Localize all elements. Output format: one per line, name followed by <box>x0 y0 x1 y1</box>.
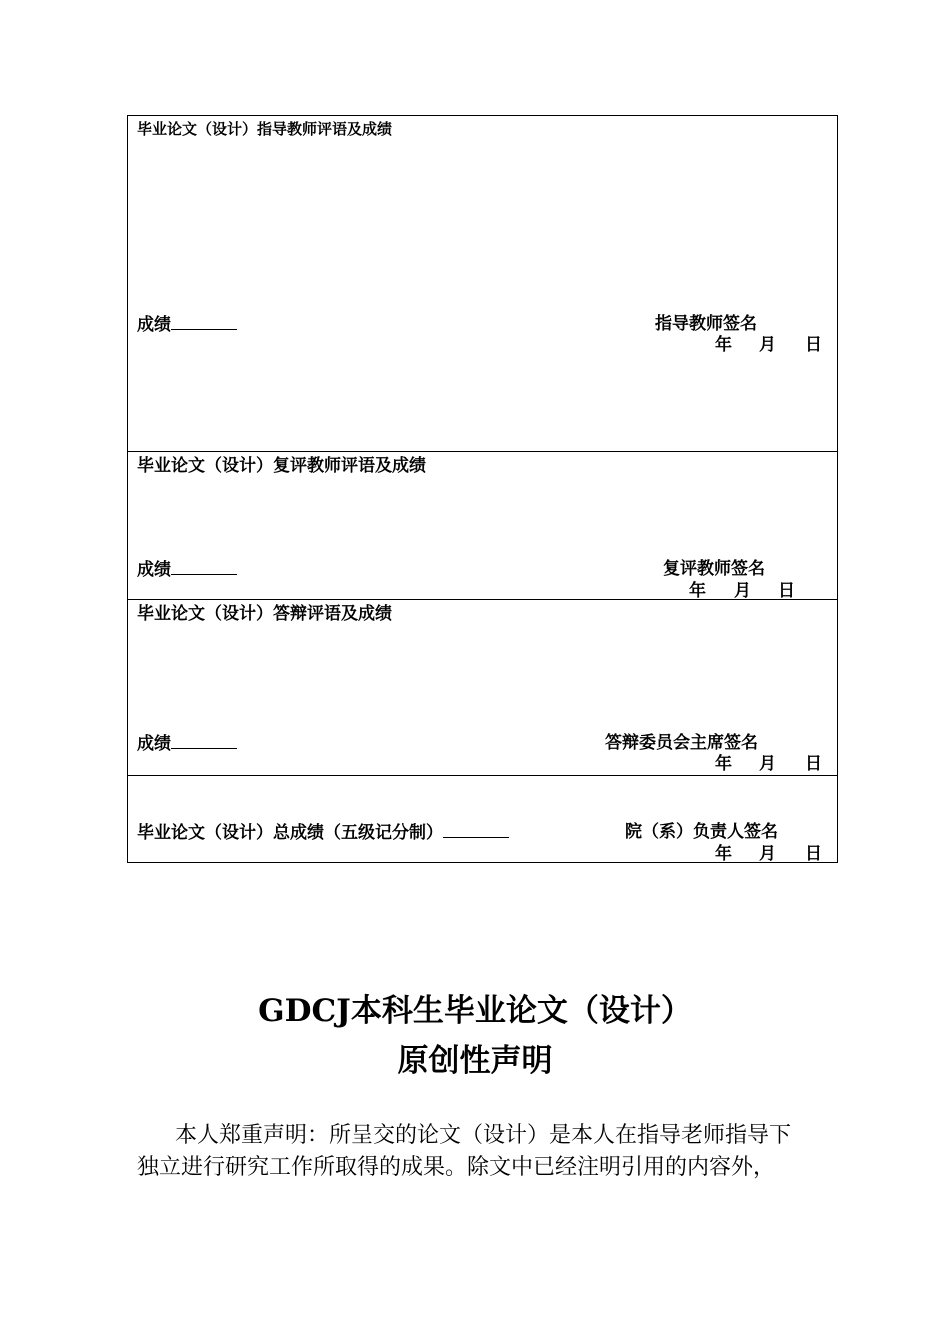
day-label: 日 <box>805 844 822 864</box>
paragraph-line: 独立进行研究工作所取得的成果。除文中已经注明引用的内容外， <box>137 1155 776 1180</box>
month-label: 月 <box>734 581 751 601</box>
grade-blank <box>171 314 237 330</box>
dept-head-signature-label: 院（系）负责人签名 <box>625 822 778 842</box>
year-label: 年 <box>715 844 732 864</box>
advisor-grade-field <box>137 314 237 335</box>
grade-blank <box>443 822 509 838</box>
reviewer-section-header: 毕业论文（设计）复评教师评语及成绩 <box>137 456 426 476</box>
day-label: 日 <box>778 581 795 601</box>
reviewer-date <box>689 581 795 601</box>
grade-label: 成绩 <box>137 560 171 580</box>
year-label: 年 <box>715 335 732 355</box>
year-label: 年 <box>715 754 732 774</box>
dept-head-date <box>715 844 822 864</box>
defense-grade-field <box>137 733 237 754</box>
defense-signature-label: 答辩委员会主席签名 <box>605 733 758 753</box>
day-label: 日 <box>805 754 822 774</box>
evaluation-form-table <box>127 115 838 863</box>
month-label: 月 <box>759 844 776 864</box>
advisor-date <box>715 335 822 355</box>
advisor-signature-label: 指导教师签名 <box>655 314 757 334</box>
defense-date <box>715 754 822 774</box>
total-grade-field <box>137 822 509 843</box>
total-grade-label: 毕业论文（设计）总成绩（五级记分制） <box>137 823 443 843</box>
defense-section-header: 毕业论文（设计）答辩评语及成绩 <box>137 604 392 624</box>
month-label: 月 <box>759 754 776 774</box>
year-label: 年 <box>689 581 706 601</box>
defense-comment-section <box>128 600 837 776</box>
declaration-title: GDCJ本科生毕业论文（设计） <box>258 993 692 1029</box>
total-grade-section <box>128 776 837 862</box>
grade-blank <box>171 559 237 575</box>
advisor-section-header: 毕业论文（设计）指导教师评语及成绩 <box>137 120 393 138</box>
paragraph-line: 本人郑重声明：所呈交的论文（设计）是本人在指导老师指导下 <box>175 1123 792 1148</box>
grade-label: 成绩 <box>137 734 171 754</box>
reviewer-grade-field <box>137 559 237 580</box>
grade-blank <box>171 733 237 749</box>
grade-label: 成绩 <box>137 315 171 335</box>
reviewer-comment-section <box>128 452 837 600</box>
declaration-paragraph <box>137 1120 857 1184</box>
month-label: 月 <box>759 335 776 355</box>
declaration-subtitle: 原创性声明 <box>397 1043 553 1079</box>
reviewer-signature-label: 复评教师签名 <box>663 559 765 579</box>
day-label: 日 <box>805 335 822 355</box>
advisor-comment-section <box>128 116 837 452</box>
